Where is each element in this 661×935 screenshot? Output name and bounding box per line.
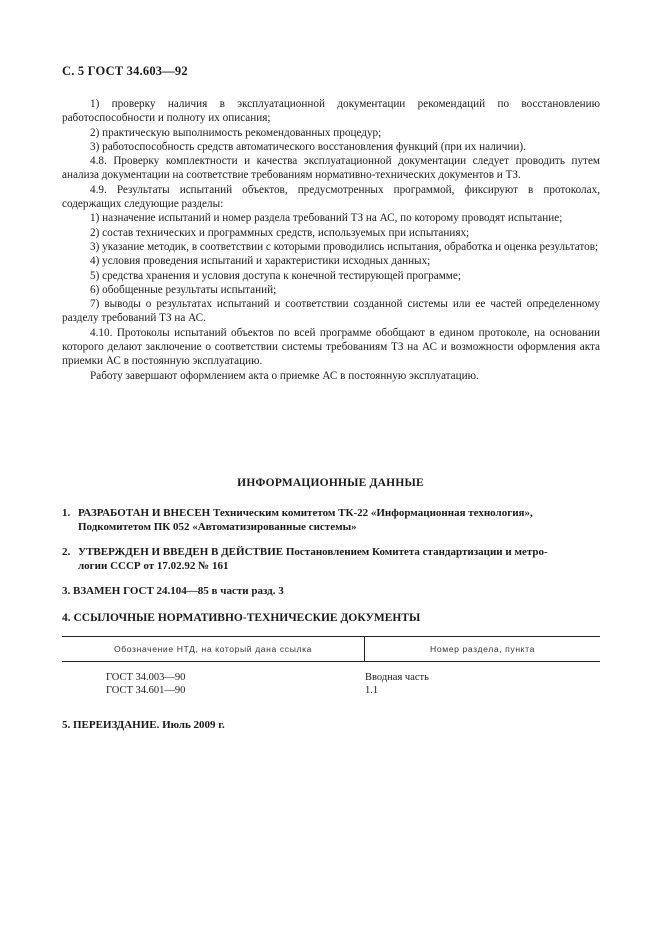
info-item-continuation: Подкомитетом ПК 052 «Автоматизированные системы» [78, 521, 357, 533]
info-item-text: УТВЕРЖДЕН И ВВЕДЕН В ДЕЙСТВИЕ Постановлением Комитета стандартизации и метро- [78, 546, 548, 558]
paragraph: 2) практическую выполнимость рекомендованных процедур; [90, 126, 382, 139]
table-cell-section: Вводная часть [365, 672, 429, 683]
table-header-document: Обозначение НТД, на который дана ссылка [62, 637, 365, 661]
table-column-sections [364, 672, 600, 697]
paragraph: 2) состав технических и программных средств, используемых при испытаниях; [90, 226, 470, 239]
paragraph: 4.10. Протоколы испытаний объектов по всей программе обобщают в едином протоколе, на основании которого делают заключение о соответствии системы требованиям ТЗ на АС и возможности оформления акта приемки АС в постоянную эксплуатацию. [62, 326, 600, 368]
paragraph: 4.9. Результаты испытаний объектов, предусмотренных программой, фиксируют в протоколах, содержащих следующие разделы: [62, 183, 600, 211]
info-item-number: 2. [62, 546, 71, 558]
table-cell-section: 1.1 [365, 684, 379, 696]
reissue-note: 5. ПЕРЕИЗДАНИЕ. Июль 2009 г. [62, 719, 225, 731]
info-item-number: 1. [62, 507, 71, 519]
table-cell-document: ГОСТ 34.601—90 [106, 684, 186, 696]
info-item-approved [62, 545, 600, 573]
info-item-replaces: 3. ВЗАМЕН ГОСТ 24.104—85 в части разд. 3 [62, 585, 284, 597]
table-body [62, 662, 600, 697]
table-column-documents [62, 672, 364, 697]
paragraph: 3) указание методик, в соответствии с которыми проводились испытания, обработка и оценка результатов; [90, 240, 599, 253]
paragraph: 1) назначение испытаний и номер раздела требований ТЗ на АС, по которому проводят испытание; [90, 212, 563, 225]
table-header-section: Номер раздела, пункта [430, 644, 535, 654]
paragraph: 7) выводы о результатах испытаний и соответствии созданной системы или ее частей определенному разделу требований ТЗ на АС. [62, 298, 600, 325]
table-cell-document: ГОСТ 34.003—90 [106, 672, 186, 683]
paragraph: 6) обобщенные результаты испытаний; [90, 283, 277, 296]
paragraph: 4) условия проведения испытаний и характеристики исходных данных; [90, 255, 431, 268]
info-section-title: ИНФОРМАЦИОННЫЕ ДАННЫЕ [237, 477, 424, 489]
info-item-references-heading: 4. ССЫЛОЧНЫЕ НОРМАТИВНО-ТЕХНИЧЕСКИЕ ДОКУМЕНТЫ [62, 612, 421, 624]
paragraph: Работу завершают оформлением акта о приемке АС в постоянную эксплуатацию. [90, 369, 479, 382]
paragraph: 4.8. Проверку комплектности и качества эксплуатационной документации следует проводить путем анализа документации на соответствие требованиям нормативно-технических документов и ТЗ. [62, 155, 600, 182]
table-header-row [62, 636, 600, 662]
info-item-text: РАЗРАБОТАН И ВНЕСЕН Техническим комитетом ТК-22 «Информационная технология», [78, 507, 533, 519]
paragraph: 5) средства хранения и условия доступа к конечной тестирующей программе; [90, 269, 461, 282]
info-item-developed [62, 506, 600, 534]
page-header: С. 5 ГОСТ 34.603—92 [62, 64, 188, 78]
body-text [62, 97, 600, 383]
paragraph: 3) работоспособность средств автоматического восстановления функций (при их наличии). [90, 140, 526, 153]
references-table [62, 636, 600, 697]
info-item-continuation: логии СССР от 17.02.92 № 161 [78, 560, 229, 572]
paragraph: 1) проверку наличия в эксплуатационной документации рекомендаций по восстановлению работоспособности и полноту их описания; [62, 98, 600, 125]
